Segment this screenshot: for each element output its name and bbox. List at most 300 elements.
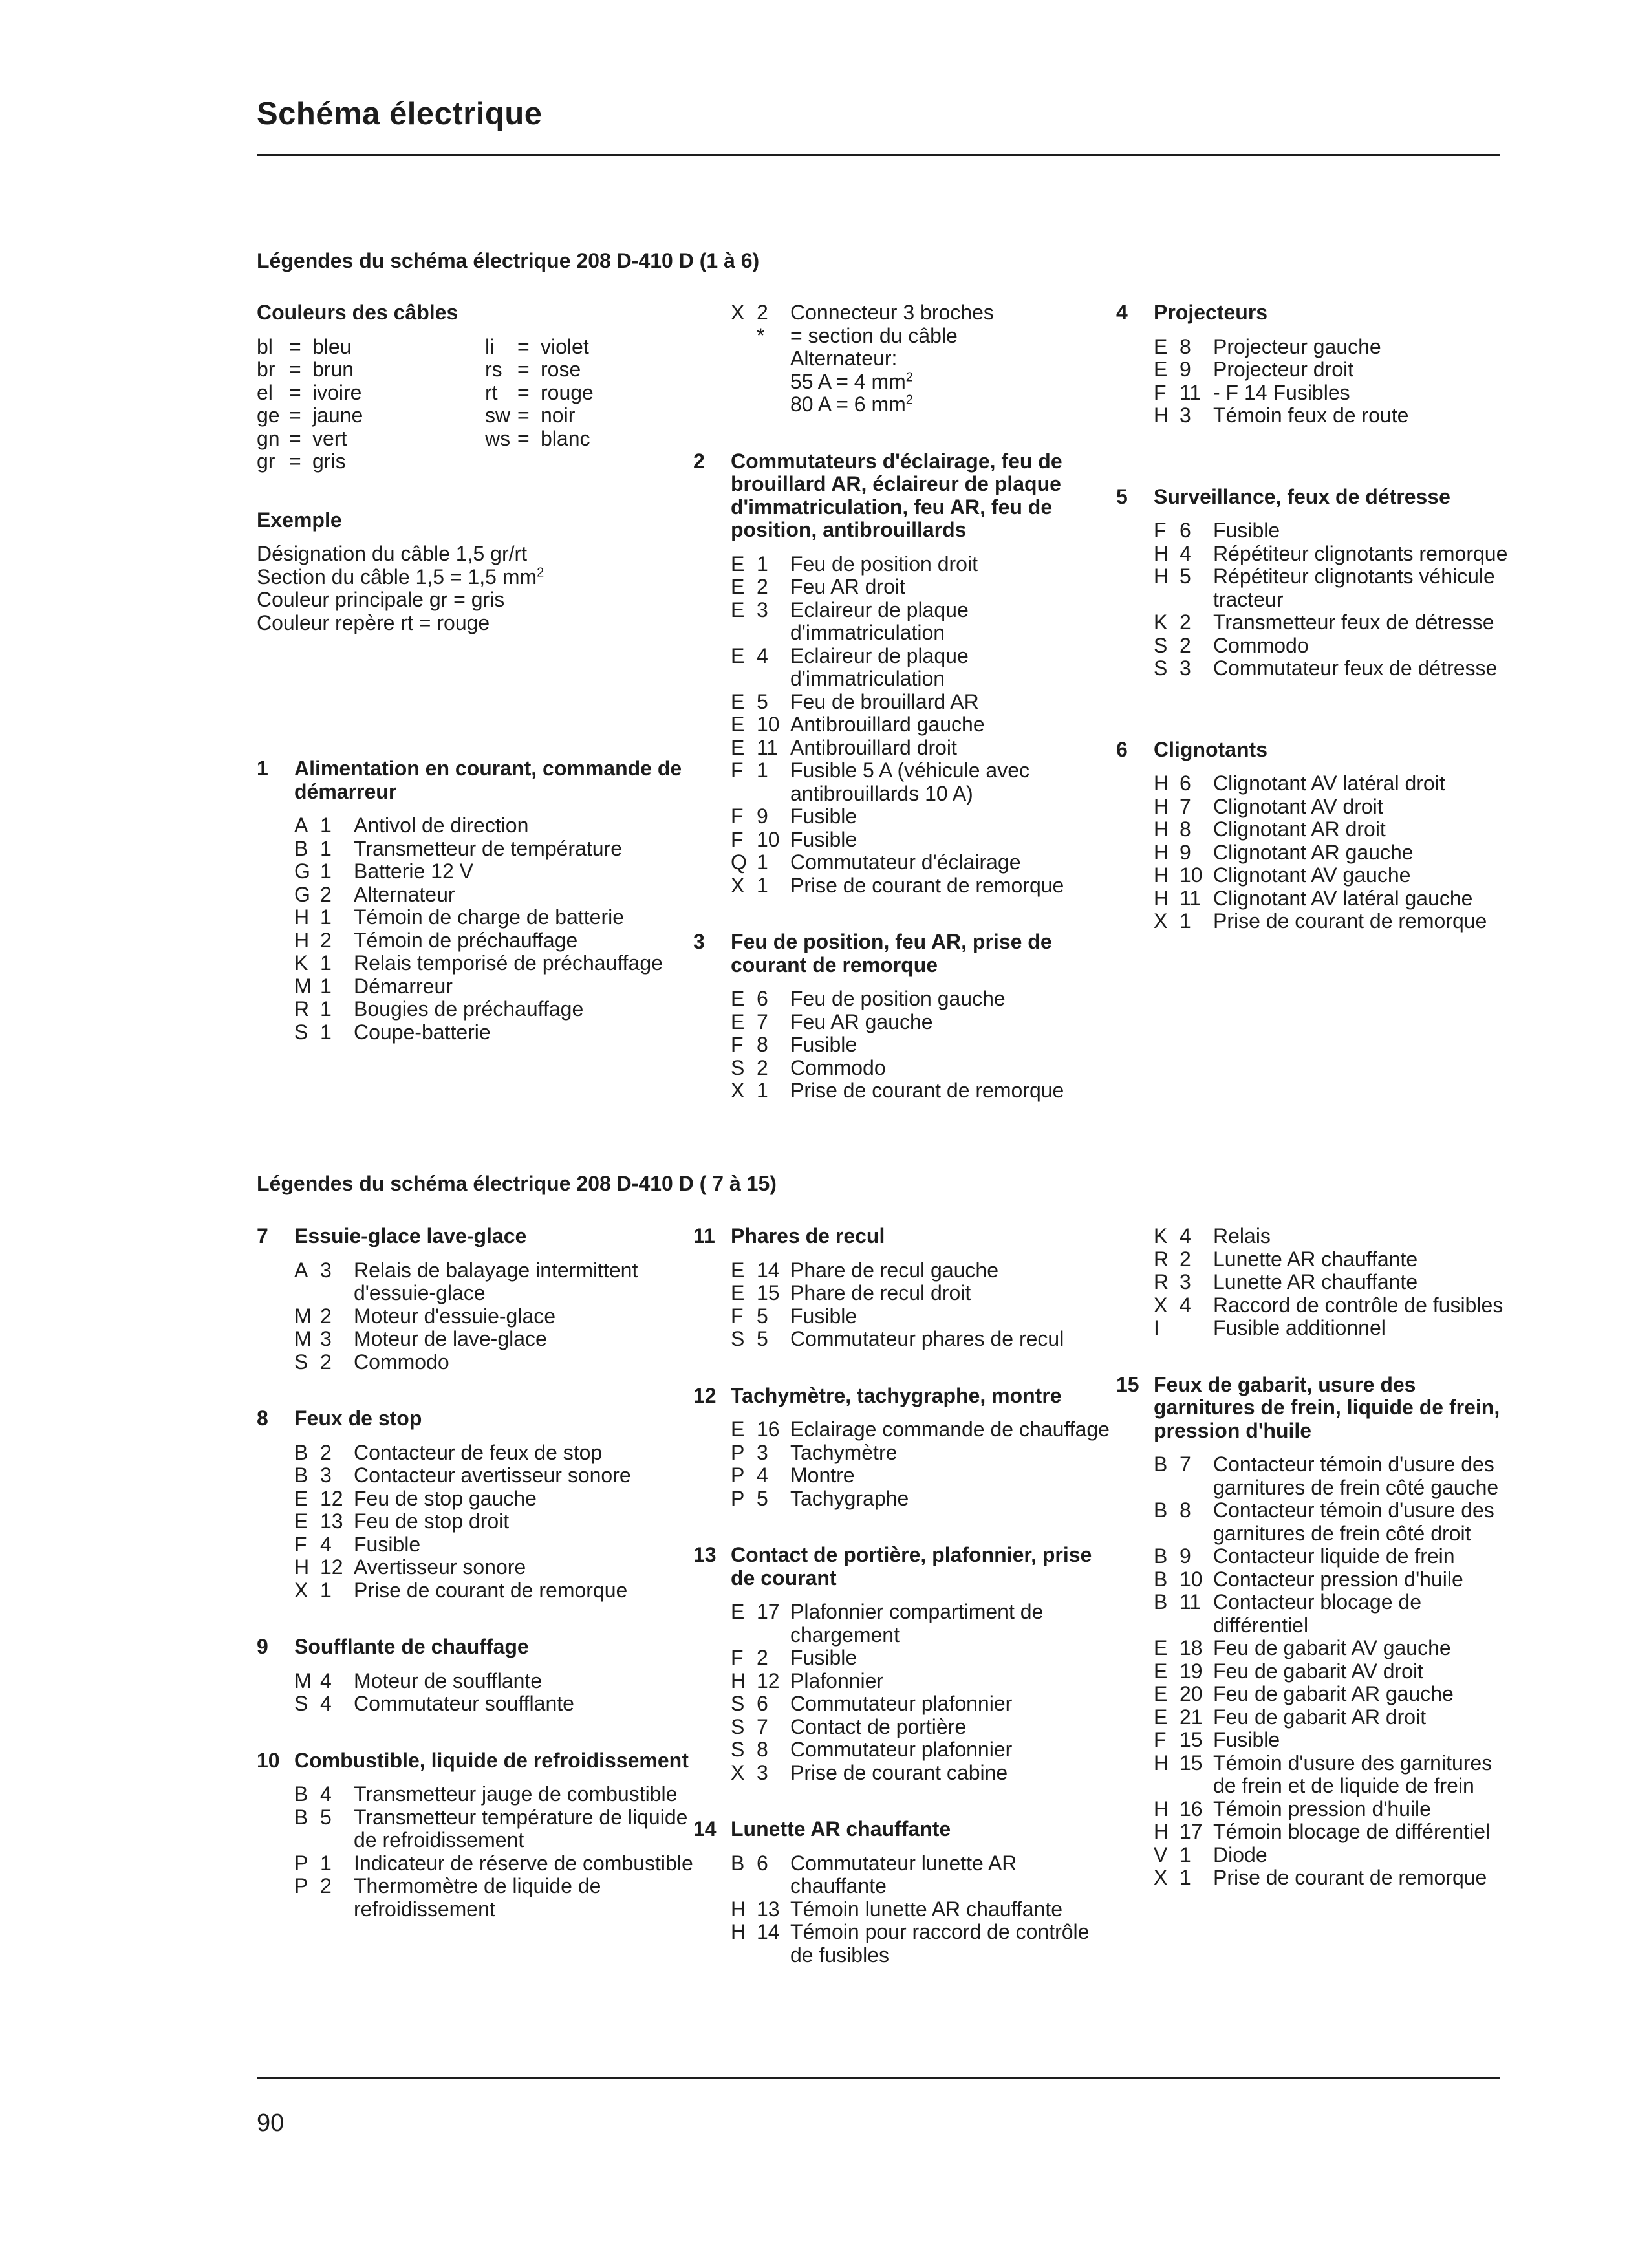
entry-code-number: 10 bbox=[1180, 1567, 1203, 1591]
entry-description: Prise de courant de remorque bbox=[1213, 1866, 1487, 1889]
entry-code-number: 2 bbox=[320, 882, 332, 906]
legend-section bbox=[693, 1818, 1114, 1967]
entry-description: Feu de gabarit AR gauche bbox=[1213, 1682, 1454, 1705]
entry-description: Clignotant AV latéral droit bbox=[1213, 772, 1445, 795]
entry-description: Clignotant AV latéral gauche bbox=[1213, 886, 1473, 910]
legend-entry bbox=[294, 929, 703, 953]
legend-entry bbox=[731, 553, 1114, 576]
entry-code-letter: H bbox=[294, 1555, 310, 1579]
legend-entry bbox=[731, 1921, 1114, 1967]
legend-entry bbox=[731, 828, 1114, 852]
entry-description: Fusible bbox=[790, 1646, 857, 1669]
legend-entry bbox=[731, 988, 1114, 1011]
entry-code-letter: E bbox=[294, 1509, 308, 1533]
legend-entry bbox=[1154, 841, 1517, 865]
entry-list bbox=[1154, 519, 1517, 680]
color-equals: = bbox=[517, 334, 530, 358]
entry-code-letter: E bbox=[731, 552, 745, 576]
entry-code-number: 2 bbox=[320, 1350, 332, 1374]
entry-code-letter: B bbox=[294, 836, 308, 860]
legend-entry bbox=[1154, 657, 1517, 680]
entry-code-number: 1 bbox=[320, 974, 332, 998]
entry-code-number: 5 bbox=[320, 1805, 332, 1829]
entry-description: Contacteur de feux de stop bbox=[354, 1440, 603, 1464]
entry-list bbox=[1154, 1225, 1517, 1340]
legend-entry bbox=[294, 975, 703, 999]
entry-code-number: 10 bbox=[757, 827, 780, 851]
entry-code-letter: H bbox=[1154, 404, 1169, 427]
entry-code-letter: E bbox=[1154, 358, 1168, 381]
entry-code-letter: E bbox=[731, 987, 745, 1010]
entry-description: Feu de brouillard AR bbox=[790, 689, 979, 713]
entry-list bbox=[294, 1670, 703, 1716]
entry-code bbox=[731, 1464, 790, 1487]
entry-description: Prise de courant de remorque bbox=[1213, 909, 1487, 933]
entry-code-letter: B bbox=[294, 1782, 308, 1806]
legend-entry bbox=[294, 1487, 703, 1511]
legend-entry bbox=[731, 1487, 1114, 1511]
legend-entry bbox=[731, 1418, 1114, 1442]
legend-entry bbox=[294, 1579, 703, 1603]
entry-description: Relais bbox=[1213, 1224, 1271, 1247]
color-name: rouge bbox=[541, 380, 594, 404]
entry-list bbox=[731, 1601, 1114, 1784]
entry-code-number: 3 bbox=[1180, 656, 1191, 680]
entry-code-letter: S bbox=[1154, 633, 1168, 657]
entry-code bbox=[1154, 887, 1213, 911]
entry-code-number: 10 bbox=[757, 713, 780, 736]
entry-code-number: 1 bbox=[1180, 1842, 1191, 1866]
legend-entry bbox=[294, 1442, 703, 1465]
entry-description: Transmetteur jauge de combustible bbox=[354, 1782, 678, 1806]
section-header bbox=[257, 1636, 703, 1659]
section-number: 7 bbox=[257, 1224, 268, 1247]
entry-code-letter: B bbox=[731, 1851, 745, 1875]
legend-entry bbox=[731, 1259, 1114, 1282]
section-number: 1 bbox=[257, 757, 268, 780]
section-number: 13 bbox=[693, 1543, 717, 1566]
color-abbr: bl bbox=[257, 334, 273, 358]
entry-code-number: 1 bbox=[757, 759, 768, 782]
entry-code-number: 6 bbox=[757, 1851, 768, 1875]
entry-code-number: 1 bbox=[757, 850, 768, 874]
entry-code-letter: B bbox=[1154, 1567, 1168, 1591]
legend-entry bbox=[294, 1259, 703, 1305]
legend-entry bbox=[731, 691, 1114, 714]
entry-code bbox=[731, 1670, 790, 1693]
color-name: ivoire bbox=[312, 380, 362, 404]
entry-description: Feu AR droit bbox=[790, 575, 905, 598]
entry-description: Témoin lunette AR chauffante bbox=[790, 1897, 1063, 1921]
entry-code-letter: F bbox=[731, 827, 744, 851]
entry-code-letter: F bbox=[294, 1532, 307, 1556]
entry-code-number: 13 bbox=[757, 1897, 780, 1921]
entry-description: Commutateur lunette AR chauffante bbox=[790, 1851, 1017, 1897]
cable-color-item bbox=[485, 427, 614, 451]
entry-code-number: 5 bbox=[1180, 565, 1191, 588]
legend-entry bbox=[1154, 565, 1517, 611]
entry-code-letter: S bbox=[294, 1020, 308, 1044]
legend-entry bbox=[1154, 1591, 1517, 1637]
entry-code bbox=[294, 952, 354, 975]
section-title: Clignotants bbox=[1154, 737, 1267, 761]
cable-colors-title: Couleurs des câbles bbox=[257, 301, 458, 324]
entry-list bbox=[294, 1259, 703, 1374]
entry-code-letter: G bbox=[294, 882, 310, 906]
entry-code-number: 8 bbox=[1180, 334, 1191, 358]
legend-1-column-2 bbox=[693, 301, 1114, 1103]
star-marker: * bbox=[757, 323, 765, 347]
entry-code-letter: M bbox=[294, 974, 312, 998]
header-rule bbox=[257, 154, 1500, 156]
entry-description: Fusible bbox=[1213, 519, 1280, 542]
entry-code bbox=[1154, 1706, 1213, 1729]
entry-description: Feu de position droit bbox=[790, 552, 978, 576]
entry-description: Transmetteur de température bbox=[354, 836, 622, 860]
entry-code bbox=[294, 1875, 354, 1921]
entry-description: Moteur de lave-glace bbox=[354, 1327, 547, 1350]
entry-code-number: 2 bbox=[1180, 610, 1191, 634]
entry-code bbox=[731, 805, 790, 828]
section-number: 11 bbox=[693, 1224, 715, 1247]
entry-code-letter: S bbox=[731, 1692, 745, 1715]
entry-code-letter: H bbox=[1154, 863, 1169, 887]
entry-description: Avertisseur sonore bbox=[354, 1555, 526, 1579]
entry-code-number: 1 bbox=[320, 814, 332, 837]
entry-description: Eclaireur de plaque d'immatriculation bbox=[790, 598, 969, 644]
entry-code-letter: K bbox=[294, 951, 308, 975]
section-number: 3 bbox=[693, 930, 705, 953]
section-header bbox=[693, 450, 1114, 542]
entry-code-number: 5 bbox=[757, 1486, 768, 1510]
legend-entry bbox=[294, 1351, 703, 1374]
legend-entry bbox=[1154, 358, 1517, 382]
entry-code-number: 11 bbox=[1180, 380, 1202, 404]
color-name: vert bbox=[312, 426, 347, 450]
color-abbr: ge bbox=[257, 404, 280, 427]
entry-code-number: 15 bbox=[1180, 1751, 1203, 1775]
entry-description: Commutateur soufflante bbox=[354, 1692, 574, 1715]
legend-entry bbox=[1154, 1568, 1517, 1592]
entry-code bbox=[731, 1852, 790, 1898]
entry-code-letter: H bbox=[731, 1920, 746, 1943]
entry-code-letter: E bbox=[731, 735, 745, 759]
entry-code bbox=[1154, 841, 1213, 865]
entry-code-number: 1 bbox=[320, 997, 332, 1021]
entry-code-letter: S bbox=[294, 1350, 308, 1374]
section-header bbox=[693, 1544, 1114, 1590]
color-name: bleu bbox=[312, 334, 352, 358]
entry-code bbox=[1154, 1499, 1213, 1545]
entry-description: 55 A = 4 $mm^2$ bbox=[790, 369, 913, 393]
color-abbr: gr bbox=[257, 449, 275, 473]
entry-code bbox=[731, 1011, 790, 1034]
entry-code-letter: E bbox=[731, 689, 745, 713]
entry-code-letter: X bbox=[294, 1578, 308, 1602]
entry-code-letter: H bbox=[1154, 1751, 1169, 1775]
legend-entry bbox=[731, 1692, 1114, 1716]
entry-description: Thermomètre de liquide de refroidissement bbox=[354, 1874, 601, 1921]
entry-code bbox=[1154, 1866, 1213, 1890]
entry-code-number: 6 bbox=[1180, 519, 1191, 542]
entry-code-number: 2 bbox=[757, 1646, 768, 1669]
entry-code-number: 2 bbox=[1180, 633, 1191, 657]
entry-code bbox=[294, 1328, 354, 1351]
entry-code bbox=[294, 1464, 354, 1487]
entry-code-number: 21 bbox=[1180, 1705, 1203, 1729]
entry-code-number: 12 bbox=[757, 1669, 780, 1692]
entry-code-number: 6 bbox=[757, 987, 768, 1010]
example-block bbox=[257, 509, 703, 635]
entry-code-letter: X bbox=[731, 873, 745, 897]
entry-description: Commutateur plafonnier bbox=[790, 1738, 1013, 1761]
color-abbr: li bbox=[485, 334, 495, 358]
legend-entry bbox=[1154, 1248, 1517, 1271]
example-line: Section du câble 1,5 = 1,5 $mm^2$ bbox=[257, 565, 544, 589]
entry-code-letter: H bbox=[294, 928, 310, 952]
legend-entry bbox=[731, 737, 1114, 760]
entry-description: Commutateur d'éclairage bbox=[790, 850, 1021, 874]
entry-code-number: 16 bbox=[1180, 1797, 1203, 1820]
entry-description: Feu de stop droit bbox=[354, 1509, 510, 1533]
entry-code-letter: F bbox=[731, 1033, 744, 1056]
entry-code bbox=[294, 837, 354, 861]
entry-code-number: 17 bbox=[757, 1600, 780, 1623]
page-title: Schéma électrique bbox=[257, 96, 543, 131]
entry-code-number: 4 bbox=[320, 1669, 332, 1692]
entry-description: Prise de courant cabine bbox=[790, 1760, 1008, 1784]
legend-entry bbox=[294, 1533, 703, 1557]
color-name: rose bbox=[541, 358, 581, 381]
entry-code-letter: P bbox=[731, 1486, 745, 1510]
entry-description: Répétiteur clignotants véhicule tracteur bbox=[1213, 565, 1495, 611]
entry-code-letter: E bbox=[731, 1281, 745, 1304]
entry-code-number: 14 bbox=[757, 1920, 780, 1943]
entry-code-number: 7 bbox=[757, 1010, 768, 1033]
color-equals: = bbox=[289, 334, 301, 358]
entry-code bbox=[731, 1079, 790, 1103]
entry-code-number: 2 bbox=[757, 575, 768, 598]
entry-code-number: 4 bbox=[757, 1463, 768, 1487]
legend-entry bbox=[294, 1783, 703, 1806]
entry-code bbox=[1154, 382, 1213, 405]
entry-code-number: 9 bbox=[757, 805, 768, 828]
entry-code-letter: M bbox=[294, 1304, 312, 1328]
entry-list bbox=[294, 814, 703, 1044]
color-abbr: gn bbox=[257, 426, 280, 450]
entry-code-number: 4 bbox=[1180, 1293, 1191, 1317]
legend-entry bbox=[731, 1738, 1114, 1762]
entry-description: Témoin pression d'huile bbox=[1213, 1797, 1431, 1820]
legend-entry bbox=[731, 1079, 1114, 1103]
entry-code bbox=[731, 1601, 790, 1647]
entry-code-letter: X bbox=[1154, 909, 1168, 933]
section-header bbox=[693, 1385, 1114, 1408]
entry-description: Transmetteur feux de détresse bbox=[1213, 610, 1494, 634]
entry-code bbox=[1154, 910, 1213, 933]
entry-description: Diode bbox=[1213, 1842, 1267, 1866]
legend-entry bbox=[294, 1670, 703, 1693]
entry-code-letter: H bbox=[1154, 541, 1169, 565]
entry-code bbox=[731, 1716, 790, 1739]
entry-code-number: 3 bbox=[1180, 404, 1191, 427]
color-equals: = bbox=[289, 426, 301, 450]
entry-code bbox=[1154, 1729, 1213, 1752]
entry-code-number: 7 bbox=[1180, 1453, 1191, 1476]
entry-code bbox=[1154, 1591, 1213, 1637]
entry-code-letter: Q bbox=[731, 850, 747, 874]
legend-entry bbox=[294, 1875, 703, 1921]
entry-description: Bougies de préchauffage bbox=[354, 997, 584, 1021]
entry-code-letter: S bbox=[731, 1738, 745, 1761]
entry-code bbox=[731, 599, 790, 645]
entry-description: - F 14 Fusibles bbox=[1213, 380, 1350, 404]
entry-code-number: 11 bbox=[1180, 1590, 1202, 1614]
legend-entry bbox=[294, 998, 703, 1021]
legend-section bbox=[693, 450, 1114, 898]
entry-code bbox=[731, 1762, 790, 1785]
entry-code-number: 11 bbox=[757, 735, 779, 759]
section-number: 10 bbox=[257, 1748, 280, 1772]
entry-code-letter: H bbox=[1154, 817, 1169, 841]
section-title: Alimentation en courant, commande de démarreur bbox=[294, 757, 682, 803]
legend-entry bbox=[731, 1464, 1114, 1487]
legend-entry bbox=[1154, 1499, 1517, 1545]
entry-code-letter: F bbox=[1154, 519, 1167, 542]
legend-entry bbox=[1154, 543, 1517, 566]
entry-code bbox=[731, 713, 790, 737]
entry-description: Contacteur avertisseur sonore bbox=[354, 1463, 631, 1487]
entry-code-number: 4 bbox=[1180, 1224, 1191, 1247]
entry-description: Prise de courant de remorque bbox=[354, 1578, 628, 1602]
entry-code-number: 2 bbox=[320, 928, 332, 952]
entry-code-number: 8 bbox=[757, 1738, 768, 1761]
entry-list bbox=[294, 1442, 703, 1603]
entry-code-letter: H bbox=[1154, 772, 1169, 795]
section-header bbox=[693, 1225, 1114, 1248]
entry-code-number: 17 bbox=[1180, 1820, 1203, 1843]
entry-code bbox=[1154, 1683, 1213, 1706]
entry-code-number: 20 bbox=[1180, 1682, 1203, 1705]
entry-code bbox=[1154, 1844, 1213, 1867]
entry-code-number: 5 bbox=[757, 1327, 768, 1350]
legend-section bbox=[1116, 1225, 1517, 1340]
legend-entry bbox=[1154, 336, 1517, 359]
legend-entry bbox=[731, 576, 1114, 599]
entry-code bbox=[731, 1921, 790, 1967]
entry-code bbox=[1154, 1820, 1213, 1844]
entry-description: Clignotant AR droit bbox=[1213, 817, 1386, 841]
section-title: Commutateurs d'éclairage, feu de brouillard AR, éclaireur de plaque d'immatriculation, feu AR, feu de position, antibrouillards bbox=[731, 449, 1062, 541]
entry-code bbox=[731, 1259, 790, 1282]
entry-description: Tachymètre bbox=[790, 1440, 898, 1464]
entry-code bbox=[1154, 1752, 1213, 1798]
legend-entry bbox=[731, 1057, 1114, 1080]
entry-description: Projecteur gauche bbox=[1213, 334, 1381, 358]
section-header bbox=[1116, 301, 1517, 325]
section-header bbox=[693, 1818, 1114, 1841]
entry-code-letter: S bbox=[1154, 656, 1168, 680]
entry-code-number: 8 bbox=[1180, 1498, 1191, 1522]
cable-color-item bbox=[257, 404, 485, 427]
legend-entry bbox=[1154, 1545, 1517, 1568]
entry-code-number: 3 bbox=[757, 1440, 768, 1464]
entry-code bbox=[294, 998, 354, 1021]
legend-entry bbox=[1154, 382, 1517, 405]
entry-code bbox=[294, 860, 354, 883]
cable-color-item bbox=[485, 358, 614, 382]
entry-description: Témoin de charge de batterie bbox=[354, 905, 625, 929]
entry-code-number: 1 bbox=[1180, 1866, 1191, 1889]
entry-code bbox=[731, 1692, 790, 1716]
entry-description: Plafonnier bbox=[790, 1669, 884, 1692]
entry-code bbox=[1154, 1568, 1213, 1592]
entry-description: Clignotant AR gauche bbox=[1213, 840, 1414, 864]
entry-code-number: 14 bbox=[757, 1258, 780, 1282]
entry-code-letter: H bbox=[731, 1897, 746, 1921]
entry-code-number: 4 bbox=[757, 643, 768, 667]
entry-code-number: 3 bbox=[320, 1258, 332, 1282]
entry-code-number: 1 bbox=[320, 951, 332, 975]
color-equals: = bbox=[289, 404, 301, 427]
entry-code bbox=[294, 1305, 354, 1328]
entry-code bbox=[294, 1670, 354, 1693]
legend-entry bbox=[731, 1328, 1114, 1351]
legend-entry bbox=[1154, 1866, 1517, 1890]
entry-code bbox=[294, 1579, 354, 1603]
entry-description: Contacteur témoin d'usure des garnitures de frein côté gauche bbox=[1213, 1453, 1499, 1499]
entry-code bbox=[731, 1328, 790, 1351]
entry-code bbox=[731, 1033, 790, 1057]
entry-description: Eclaireur de plaque d'immatriculation bbox=[790, 643, 969, 690]
entry-description: Commutateur plafonnier bbox=[790, 1692, 1013, 1715]
entry-code bbox=[294, 929, 354, 953]
entry-code bbox=[1154, 519, 1213, 543]
entry-code bbox=[1154, 358, 1213, 382]
entry-code bbox=[731, 828, 790, 852]
legend-entry bbox=[1154, 634, 1517, 658]
entry-code-number: 13 bbox=[320, 1509, 343, 1533]
entry-code-number: 2 bbox=[320, 1874, 332, 1897]
section-header bbox=[257, 757, 703, 803]
entry-code bbox=[1154, 1545, 1213, 1568]
entry-code bbox=[294, 1692, 354, 1716]
cable-color-item bbox=[485, 336, 614, 359]
section-header bbox=[257, 1225, 703, 1248]
entry-code-letter: B bbox=[294, 1440, 308, 1464]
entry-code-number: 12 bbox=[320, 1486, 343, 1510]
entry-description: Témoin pour raccord de contrôle de fusibles bbox=[790, 1920, 1090, 1967]
entry-description: Contacteur pression d'huile bbox=[1213, 1567, 1463, 1591]
entry-code bbox=[1154, 404, 1213, 427]
entry-description: Feu de gabarit AR droit bbox=[1213, 1705, 1427, 1729]
entry-code-number: 9 bbox=[1180, 1544, 1191, 1568]
entry-code bbox=[294, 1783, 354, 1806]
legend-entry bbox=[731, 713, 1114, 737]
entry-code-letter: F bbox=[1154, 1728, 1167, 1751]
entry-code-number: 8 bbox=[1180, 817, 1191, 841]
entry-code-number: 6 bbox=[757, 1692, 768, 1715]
legend-entry bbox=[1154, 1706, 1517, 1729]
legend-entry bbox=[731, 1670, 1114, 1693]
legend-entry bbox=[1154, 1637, 1517, 1660]
entry-code bbox=[1154, 1248, 1213, 1271]
example-line: Couleur repère rt = rouge bbox=[257, 610, 490, 634]
color-name: jaune bbox=[312, 404, 363, 427]
entry-code-letter: E bbox=[731, 713, 745, 736]
entry-code bbox=[1154, 1317, 1213, 1340]
entry-description: Fusible bbox=[790, 827, 857, 851]
